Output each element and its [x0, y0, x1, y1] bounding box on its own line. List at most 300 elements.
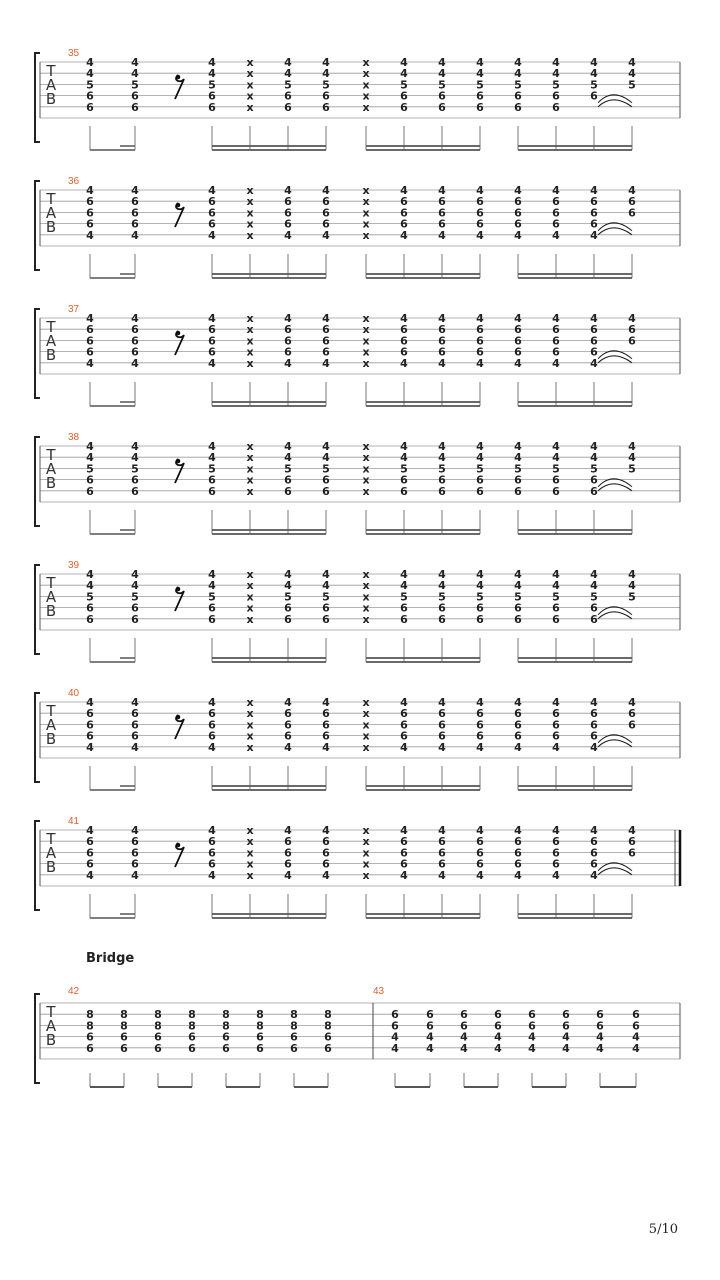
fret-number: 4	[494, 1030, 502, 1044]
fret-number: 6	[426, 1019, 434, 1033]
tab-clef-letter: B	[45, 474, 57, 492]
fret-number: 6	[628, 334, 636, 348]
fret-number: 4	[400, 67, 408, 81]
fret-number: 4	[322, 356, 330, 370]
fret-number: 6	[552, 718, 560, 732]
fret-number: 6	[438, 484, 446, 498]
fret-number: 4	[590, 312, 598, 325]
dead-note: x	[362, 729, 370, 743]
fret-number: 6	[322, 484, 330, 498]
fret-number: 6	[284, 89, 292, 103]
fret-number: 6	[590, 707, 598, 721]
fret-number: 5	[628, 462, 636, 476]
fret-number: 6	[476, 217, 484, 231]
fret-number: 6	[131, 835, 139, 849]
fret-number: 6	[552, 601, 560, 615]
tie-arc	[598, 228, 632, 235]
system-bracket	[35, 309, 40, 398]
dead-note: x	[246, 740, 254, 754]
fret-number: 6	[438, 195, 446, 209]
fret-number: 6	[628, 707, 636, 721]
fret-number: 4	[426, 1030, 434, 1044]
fret-number: 6	[628, 718, 636, 732]
fret-number: 6	[208, 835, 216, 849]
fret-number: 6	[324, 1041, 332, 1055]
fret-number: 6	[514, 846, 522, 860]
fret-number: 6	[86, 835, 94, 849]
tab-clef-letter: B	[45, 218, 57, 236]
fret-number: 4	[400, 312, 408, 325]
fret-number: 5	[514, 462, 522, 476]
fret-number: 6	[438, 100, 446, 114]
fret-number: 8	[120, 1019, 128, 1033]
fret-number: 4	[208, 67, 216, 81]
fret-number: 6	[476, 718, 484, 732]
fret-number: 5	[476, 462, 484, 476]
fret-number: 5	[284, 462, 292, 476]
fret-number: 4	[552, 824, 560, 837]
dead-note: x	[362, 462, 370, 476]
tie-arc	[598, 607, 632, 615]
fret-number: 6	[438, 857, 446, 871]
fret-number: 5	[552, 78, 560, 92]
fret-number: 6	[222, 1041, 230, 1055]
dead-note: x	[246, 67, 254, 81]
dead-note: x	[246, 729, 254, 743]
fret-number: 6	[514, 334, 522, 348]
system-bracket	[35, 693, 40, 782]
fret-number: 4	[86, 67, 94, 81]
fret-number: 6	[438, 206, 446, 220]
fret-number: 4	[562, 1030, 570, 1044]
fret-number: 4	[590, 824, 598, 837]
fret-number: 6	[322, 334, 330, 348]
dead-note: x	[246, 835, 254, 849]
fret-number: 4	[552, 67, 560, 81]
fret-number: 4	[131, 868, 139, 882]
fret-number: 4	[552, 740, 560, 754]
fret-number: 5	[86, 462, 94, 476]
fret-number: 6	[86, 484, 94, 498]
fret-number: 6	[131, 345, 139, 359]
fret-number: 6	[514, 857, 522, 871]
rest-symbol-dot	[176, 587, 181, 592]
fret-number: 6	[284, 612, 292, 626]
fret-number: 6	[131, 217, 139, 231]
rest-symbol-dot	[176, 459, 181, 464]
fret-number: 6	[208, 718, 216, 732]
fret-number: 4	[514, 312, 522, 325]
fret-number: 6	[460, 1008, 468, 1022]
fret-number: 6	[590, 345, 598, 359]
fret-number: 6	[590, 846, 598, 860]
fret-number: 4	[284, 356, 292, 370]
fret-number: 4	[131, 228, 139, 242]
system-bracket	[35, 181, 40, 270]
fret-number: 6	[322, 100, 330, 114]
fret-number: 5	[208, 590, 216, 604]
fret-number: 6	[322, 473, 330, 487]
tab-clef-letter: T	[46, 190, 56, 208]
tab-clef-letter: B	[45, 90, 57, 108]
fret-number: 5	[208, 78, 216, 92]
fret-number: 5	[322, 590, 330, 604]
fret-number: 6	[562, 1019, 570, 1033]
fret-number: 6	[438, 323, 446, 337]
fret-number: 6	[322, 846, 330, 860]
fret-number: 6	[552, 707, 560, 721]
fret-number: 6	[120, 1041, 128, 1055]
fret-number: 4	[528, 1041, 536, 1055]
tie-arc	[598, 612, 632, 619]
fret-number: 4	[322, 228, 330, 242]
fret-number: 6	[476, 195, 484, 209]
fret-number: 6	[86, 612, 94, 626]
fret-number: 6	[426, 1008, 434, 1022]
dead-note: x	[246, 100, 254, 114]
fret-number: 4	[438, 824, 446, 837]
fret-number: 4	[476, 579, 484, 593]
system-bracket	[35, 53, 40, 142]
fret-number: 6	[400, 718, 408, 732]
fret-number: 6	[400, 846, 408, 860]
fret-number: 4	[628, 579, 636, 593]
fret-number: 4	[284, 184, 292, 197]
fret-number: 6	[154, 1041, 162, 1055]
fret-number: 4	[494, 1041, 502, 1055]
fret-number: 6	[514, 729, 522, 743]
rest-symbol-dot	[176, 331, 181, 336]
dead-note: x	[362, 217, 370, 231]
dead-note: x	[246, 89, 254, 103]
fret-number: 4	[131, 824, 139, 837]
system-bracket	[35, 821, 40, 910]
fret-number: 6	[284, 601, 292, 615]
fret-number: 4	[400, 228, 408, 242]
dead-note: x	[362, 740, 370, 754]
fret-number: 6	[628, 195, 636, 209]
fret-number: 6	[590, 473, 598, 487]
dead-note: x	[246, 195, 254, 209]
fret-number: 6	[131, 612, 139, 626]
fret-number: 6	[131, 718, 139, 732]
fret-number: 4	[590, 56, 598, 69]
fret-number: 6	[400, 89, 408, 103]
measure-number: 37	[68, 304, 80, 315]
fret-number: 6	[400, 345, 408, 359]
tie-arc	[598, 735, 632, 743]
fret-number: 4	[476, 312, 484, 325]
fret-number: 6	[552, 612, 560, 626]
fret-number: 4	[322, 451, 330, 465]
tab-clef-letter: A	[45, 204, 57, 222]
fret-number: 6	[632, 1008, 640, 1022]
fret-number: 6	[86, 89, 94, 103]
fret-number: 6	[86, 334, 94, 348]
measure-number: 40	[68, 688, 80, 699]
fret-number: 4	[476, 868, 484, 882]
fret-number: 6	[284, 835, 292, 849]
fret-number: 6	[494, 1019, 502, 1033]
tab-clef-letter: T	[46, 1003, 56, 1021]
dead-note: x	[362, 835, 370, 849]
fret-number: 4	[552, 451, 560, 465]
fret-number: 6	[284, 206, 292, 220]
fret-number: 6	[120, 1030, 128, 1044]
fret-number: 6	[438, 846, 446, 860]
fret-number: 4	[596, 1041, 604, 1055]
dead-note: x	[362, 846, 370, 860]
fret-number: 4	[426, 1041, 434, 1055]
fret-number: 4	[590, 440, 598, 453]
fret-number: 4	[400, 356, 408, 370]
fret-number: 6	[208, 206, 216, 220]
fret-number: 4	[86, 184, 94, 197]
fret-number: 4	[438, 67, 446, 81]
fret-number: 6	[222, 1030, 230, 1044]
fret-number: 6	[208, 100, 216, 114]
tab-clef-letter: B	[45, 346, 57, 364]
fret-number: 6	[290, 1030, 298, 1044]
fret-number: 6	[86, 857, 94, 871]
fret-number: 6	[208, 473, 216, 487]
fret-number: 6	[131, 89, 139, 103]
fret-number: 5	[131, 78, 139, 92]
fret-number: 6	[514, 612, 522, 626]
dead-note: x	[362, 824, 370, 837]
fret-number: 6	[514, 195, 522, 209]
fret-number: 4	[86, 356, 94, 370]
dead-note: x	[246, 579, 254, 593]
dead-note: x	[362, 484, 370, 498]
fret-number: 4	[400, 440, 408, 453]
fret-number: 4	[86, 579, 94, 593]
dead-note: x	[362, 206, 370, 220]
fret-number: 6	[400, 484, 408, 498]
fret-number: 4	[552, 184, 560, 197]
system-bracket	[35, 437, 40, 526]
fret-number: 6	[284, 484, 292, 498]
fret-number: 6	[514, 601, 522, 615]
fret-number: 6	[324, 1030, 332, 1044]
dead-note: x	[246, 323, 254, 337]
fret-number: 4	[131, 579, 139, 593]
fret-number: 4	[476, 56, 484, 69]
fret-number: 4	[438, 228, 446, 242]
fret-number: 6	[590, 718, 598, 732]
fret-number: 6	[514, 206, 522, 220]
fret-number: 6	[476, 89, 484, 103]
fret-number: 5	[476, 590, 484, 604]
fret-number: 4	[208, 228, 216, 242]
fret-number: 4	[514, 568, 522, 581]
fret-number: 4	[208, 56, 216, 69]
fret-number: 4	[208, 696, 216, 709]
dead-note: x	[246, 184, 254, 197]
fret-number: 4	[400, 184, 408, 197]
dead-note: x	[362, 323, 370, 337]
fret-number: 8	[86, 1008, 94, 1022]
fret-number: 4	[208, 440, 216, 453]
fret-number: 4	[86, 451, 94, 465]
fret-number: 4	[476, 67, 484, 81]
fret-number: 6	[590, 729, 598, 743]
fret-number: 6	[628, 323, 636, 337]
fret-number: 4	[514, 824, 522, 837]
dead-note: x	[246, 451, 254, 465]
fret-number: 4	[590, 184, 598, 197]
fret-number: 4	[86, 824, 94, 837]
fret-number: 6	[188, 1041, 196, 1055]
fret-number: 6	[131, 473, 139, 487]
tab-clef-letter: T	[46, 830, 56, 848]
dead-note: x	[362, 78, 370, 92]
fret-number: 6	[208, 195, 216, 209]
fret-number: 6	[284, 473, 292, 487]
dead-note: x	[246, 846, 254, 860]
fret-number: 6	[322, 345, 330, 359]
fret-number: 6	[322, 835, 330, 849]
fret-number: 6	[476, 473, 484, 487]
fret-number: 4	[208, 868, 216, 882]
fret-number: 6	[400, 473, 408, 487]
fret-number: 6	[322, 612, 330, 626]
fret-number: 6	[438, 729, 446, 743]
tab-clef-letter: A	[45, 1017, 57, 1035]
tab-clef-letter: B	[45, 730, 57, 748]
fret-number: 4	[322, 312, 330, 325]
fret-number: 6	[154, 1030, 162, 1044]
fret-number: 6	[131, 334, 139, 348]
fret-number: 4	[632, 1030, 640, 1044]
fret-number: 6	[86, 323, 94, 337]
fret-number: 6	[476, 612, 484, 626]
fret-number: 6	[322, 601, 330, 615]
rest-symbol-dot	[176, 203, 181, 208]
dead-note: x	[246, 56, 254, 69]
fret-number: 6	[400, 206, 408, 220]
fret-number: 4	[131, 568, 139, 581]
tab-clef-letter: A	[45, 716, 57, 734]
fret-number: 6	[528, 1019, 536, 1033]
fret-number: 4	[322, 568, 330, 581]
fret-number: 6	[208, 89, 216, 103]
fret-number: 6	[494, 1008, 502, 1022]
fret-number: 4	[284, 696, 292, 709]
fret-number: 4	[514, 579, 522, 593]
fret-number: 6	[400, 323, 408, 337]
fret-number: 5	[86, 78, 94, 92]
fret-number: 6	[438, 718, 446, 732]
fret-number: 6	[322, 718, 330, 732]
fret-number: 4	[628, 312, 636, 325]
fret-number: 4	[590, 356, 598, 370]
fret-number: 6	[208, 601, 216, 615]
fret-number: 6	[552, 857, 560, 871]
fret-number: 4	[632, 1041, 640, 1055]
dead-note: x	[362, 473, 370, 487]
fret-number: 6	[208, 857, 216, 871]
fret-number: 6	[400, 835, 408, 849]
fret-number: 4	[284, 868, 292, 882]
fret-number: 6	[322, 195, 330, 209]
measure-number: 39	[68, 560, 80, 571]
tie-arc	[598, 100, 632, 107]
fret-number: 6	[438, 89, 446, 103]
page-number: 5/10	[648, 1222, 678, 1237]
fret-number: 4	[552, 568, 560, 581]
dead-note: x	[362, 228, 370, 242]
fret-number: 4	[438, 868, 446, 882]
fret-number: 6	[590, 857, 598, 871]
fret-number: 6	[476, 100, 484, 114]
fret-number: 6	[131, 601, 139, 615]
fret-number: 6	[552, 323, 560, 337]
tab-clef-letter: T	[46, 574, 56, 592]
fret-number: 6	[86, 846, 94, 860]
fret-number: 4	[86, 312, 94, 325]
fret-number: 4	[590, 451, 598, 465]
tie-arc	[598, 356, 632, 363]
fret-number: 6	[208, 345, 216, 359]
fret-number: 6	[86, 1041, 94, 1055]
fret-number: 4	[322, 696, 330, 709]
fret-number: 6	[438, 707, 446, 721]
fret-number: 6	[476, 846, 484, 860]
fret-number: 5	[514, 590, 522, 604]
fret-number: 4	[284, 56, 292, 69]
fret-number: 4	[552, 579, 560, 593]
fret-number: 6	[86, 217, 94, 231]
fret-number: 4	[476, 356, 484, 370]
fret-number: 6	[284, 345, 292, 359]
fret-number: 6	[322, 89, 330, 103]
fret-number: 4	[284, 451, 292, 465]
tie-arc	[598, 484, 632, 491]
fret-number: 8	[188, 1008, 196, 1022]
fret-number: 4	[552, 440, 560, 453]
fret-number: 6	[322, 729, 330, 743]
fret-number: 6	[514, 707, 522, 721]
fret-number: 4	[514, 356, 522, 370]
fret-number: 6	[256, 1030, 264, 1044]
fret-number: 6	[596, 1019, 604, 1033]
fret-number: 6	[562, 1008, 570, 1022]
dead-note: x	[362, 868, 370, 882]
fret-number: 6	[256, 1041, 264, 1055]
fret-number: 6	[590, 217, 598, 231]
fret-number: 6	[400, 195, 408, 209]
fret-number: 4	[514, 67, 522, 81]
fret-number: 4	[208, 824, 216, 837]
fret-number: 6	[322, 323, 330, 337]
fret-number: 6	[596, 1008, 604, 1022]
fret-number: 4	[628, 184, 636, 197]
fret-number: 4	[131, 696, 139, 709]
fret-number: 4	[514, 868, 522, 882]
fret-number: 6	[552, 846, 560, 860]
fret-number: 4	[322, 184, 330, 197]
fret-number: 5	[284, 78, 292, 92]
fret-number: 6	[208, 334, 216, 348]
fret-number: 4	[131, 440, 139, 453]
fret-number: 4	[552, 312, 560, 325]
fret-number: 6	[476, 835, 484, 849]
fret-number: 6	[438, 601, 446, 615]
fret-number: 6	[322, 857, 330, 871]
fret-number: 4	[86, 568, 94, 581]
fret-number: 4	[552, 228, 560, 242]
